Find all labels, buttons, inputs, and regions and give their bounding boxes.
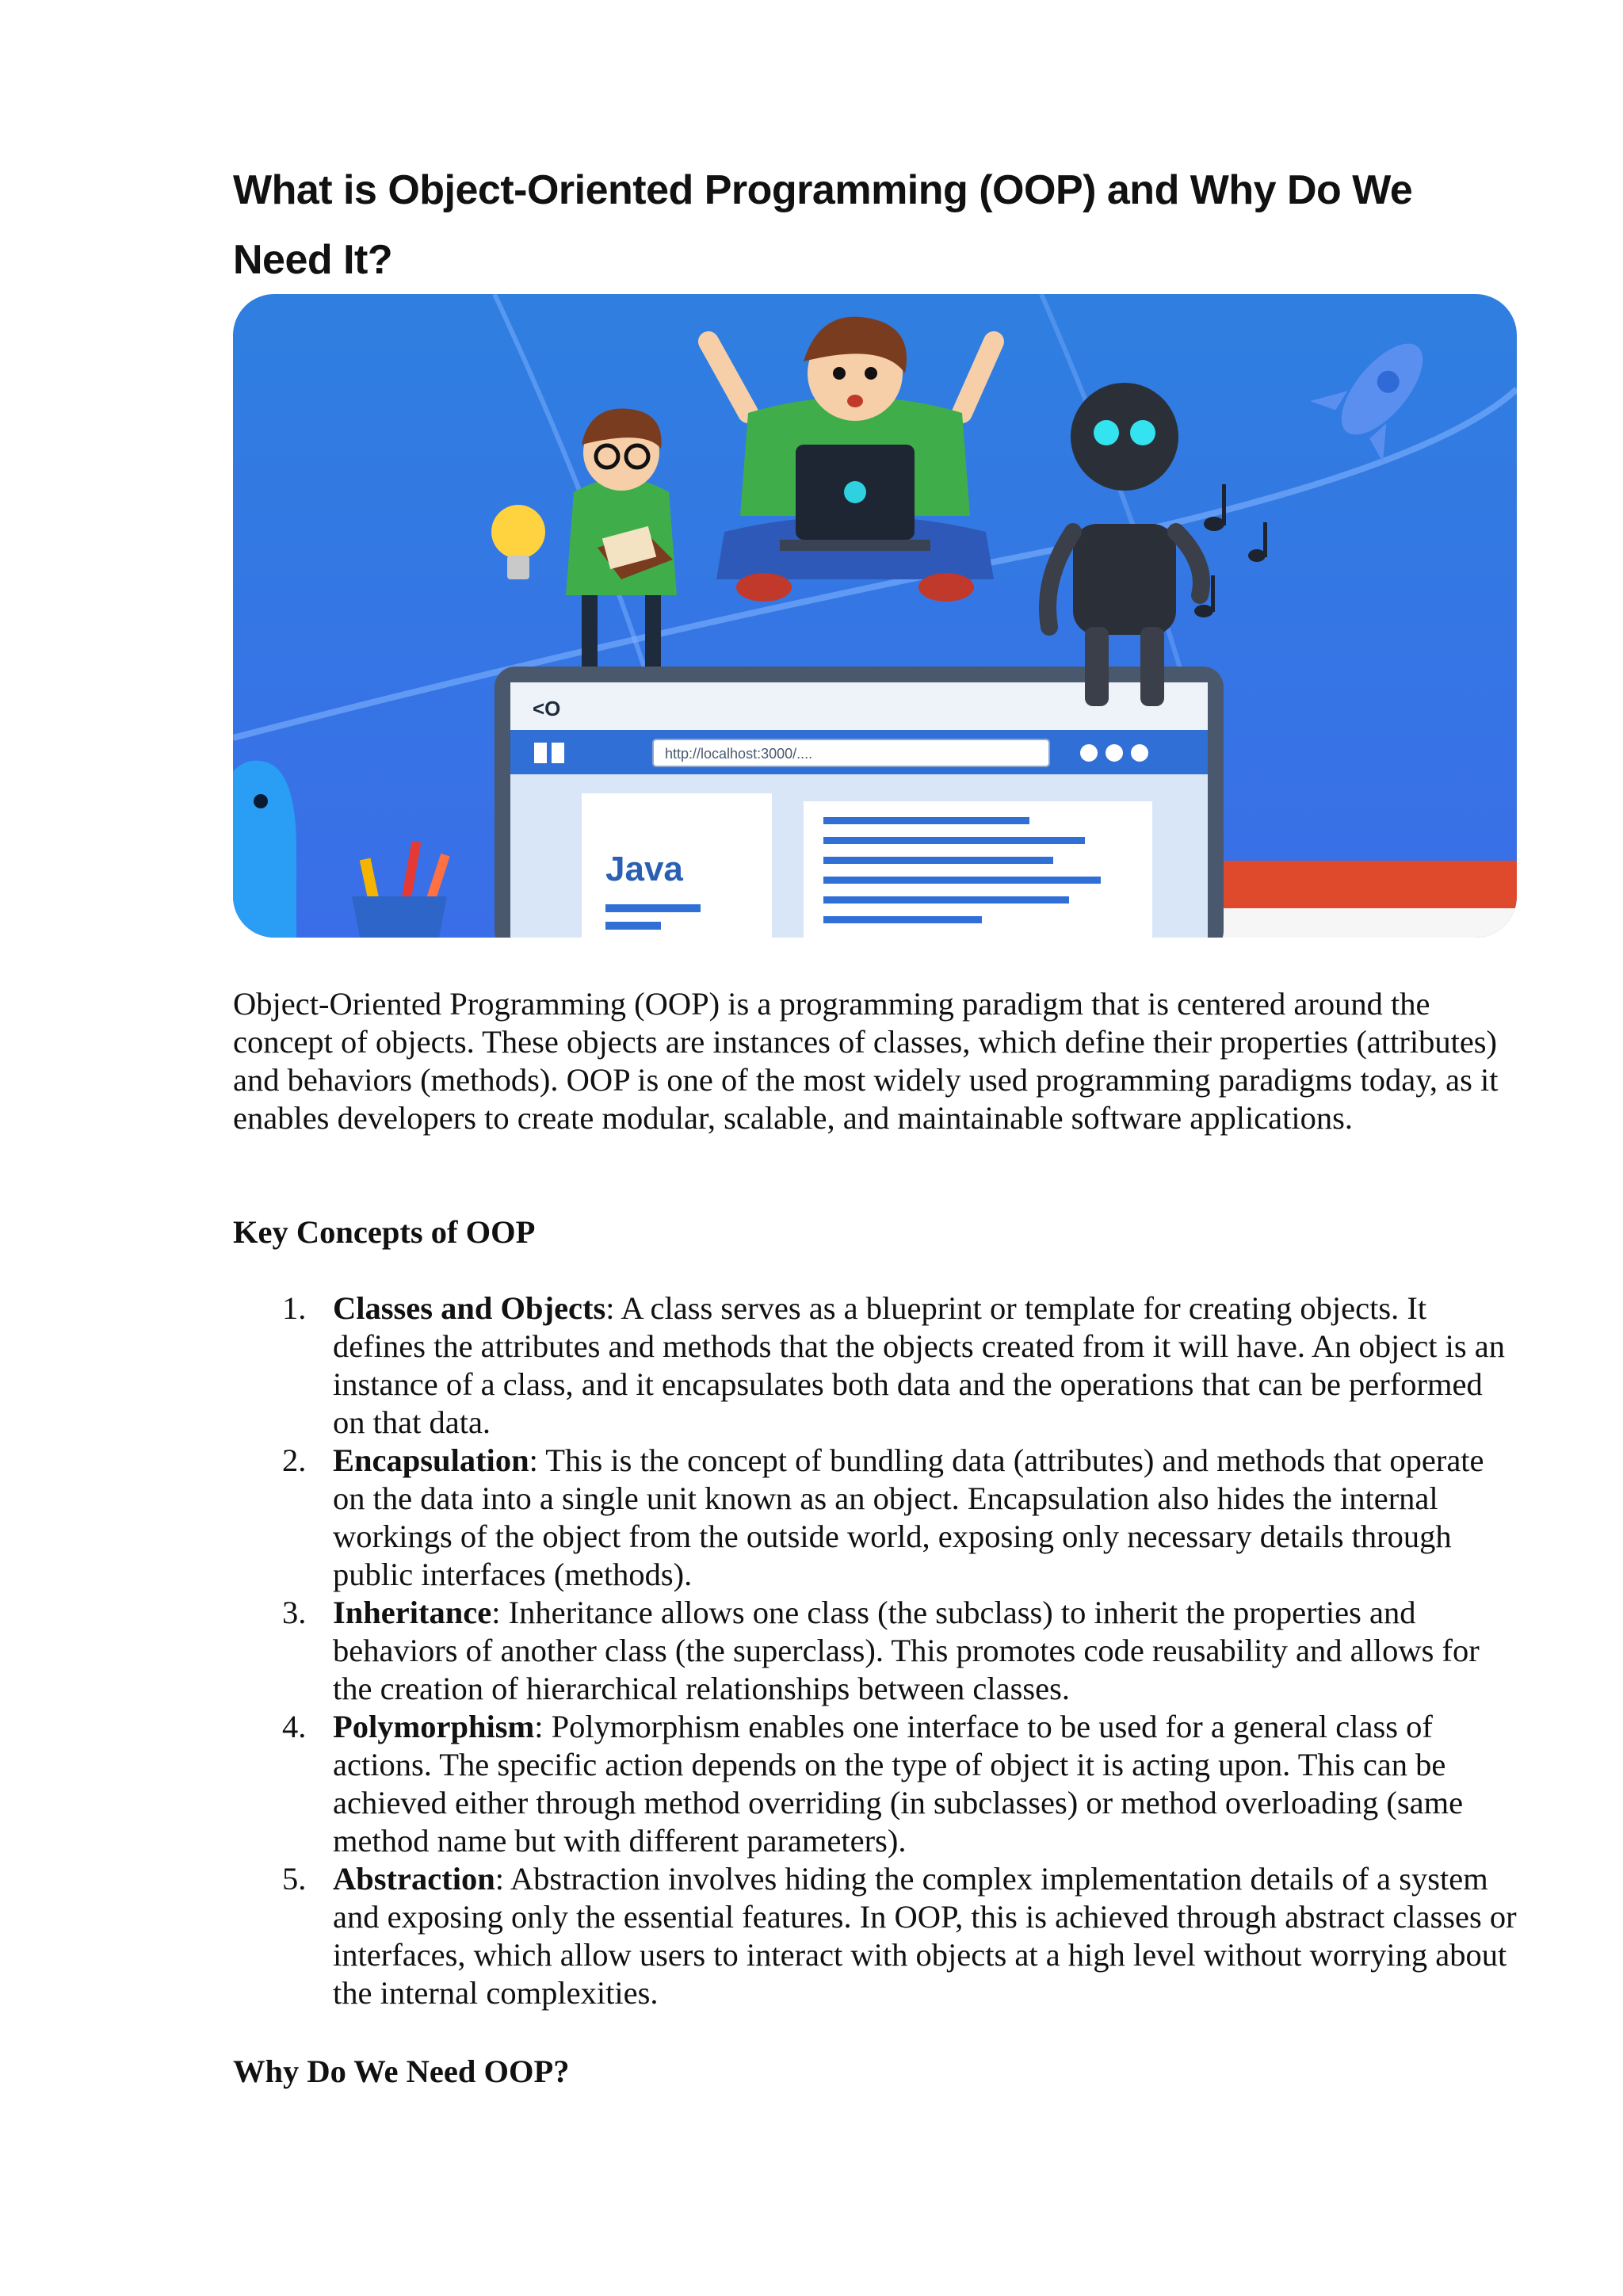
svg-text:<O: <O [533,697,561,720]
list-item-number: 3. [282,1595,307,1630]
concept-description: : Polymorphism enables one interface to be used for a general class of actions. The specific action depends on the type of object it is acting upon. This can be achieved either through method overriding (in subclasses) or method overloading (same method name but with different parameters). [333,1709,1464,1859]
address-bar-text: http://localhost:3000/.... [665,746,813,762]
list-item [233,1594,1517,1708]
concept-description: : A class serves as a blueprint or template for creating objects. It defines the attributes and methods that the objects created from it will have. An object is an instance of a class, and it encapsulates both data and the operations that can be performed on that data. [333,1290,1505,1440]
concept-term: Abstraction [333,1861,495,1897]
list-item [233,1289,1517,1442]
intro-paragraph: Object-Oriented Programming (OOP) is a programming paradigm that is centered around the concept of objects. These objects are instances of classes, which define their properties (attributes) and behaviors (methods). OOP is one of the most widely used programming paradigms today, as it enables developers to create modular, scalable, and maintainable software applications. [233,986,1499,1136]
why-oop-heading: Why Do We Need OOP? [233,2053,570,2089]
concept-term: Polymorphism [333,1709,535,1744]
list-item-number: 1. [282,1290,307,1326]
hero-illustration [233,294,1517,938]
concept-description: : This is the concept of bundling data (attributes) and methods that operate on the data into a single unit known as an object. Encapsulation also hides the internal workings of the object from the outside world, exposing only necessary details through public interfaces (methods). [333,1442,1484,1592]
list-item [233,1708,1517,1860]
java-label: Java [605,850,683,888]
concept-term: Inheritance [333,1595,492,1630]
concept-description: : Inheritance allows one class (the subclass) to inherit the properties and behaviors of another class (the superclass). This promotes code reusability and allows for the creation of hierarchical relationships between classes. [333,1595,1480,1706]
books-stack [1216,861,1517,938]
list-item-number: 2. [282,1442,307,1478]
page-title: What is Object-Oriented Programming (OOP) and Why Do We Need It? [233,167,1413,283]
hero-illustration-svg [233,294,1517,938]
list-item [233,1442,1517,1594]
list-item-number: 4. [282,1709,307,1744]
concept-term: Classes and Objects [333,1290,606,1326]
list-item-number: 5. [282,1861,307,1897]
key-concepts-list [233,1289,1517,2012]
key-concepts-heading: Key Concepts of OOP [233,1214,536,1250]
monitor-illustration [495,667,1224,938]
blue-monster-icon [233,761,296,938]
list-item [233,1860,1517,2012]
concept-term: Encapsulation [333,1442,529,1478]
concept-description: : Abstraction involves hiding the complex implementation details of a system and exposing only the essential features. In OOP, this is achieved through abstract classes or interfaces, which allow users to interact with objects at a high level without worrying about the internal complexities. [333,1861,1517,2011]
